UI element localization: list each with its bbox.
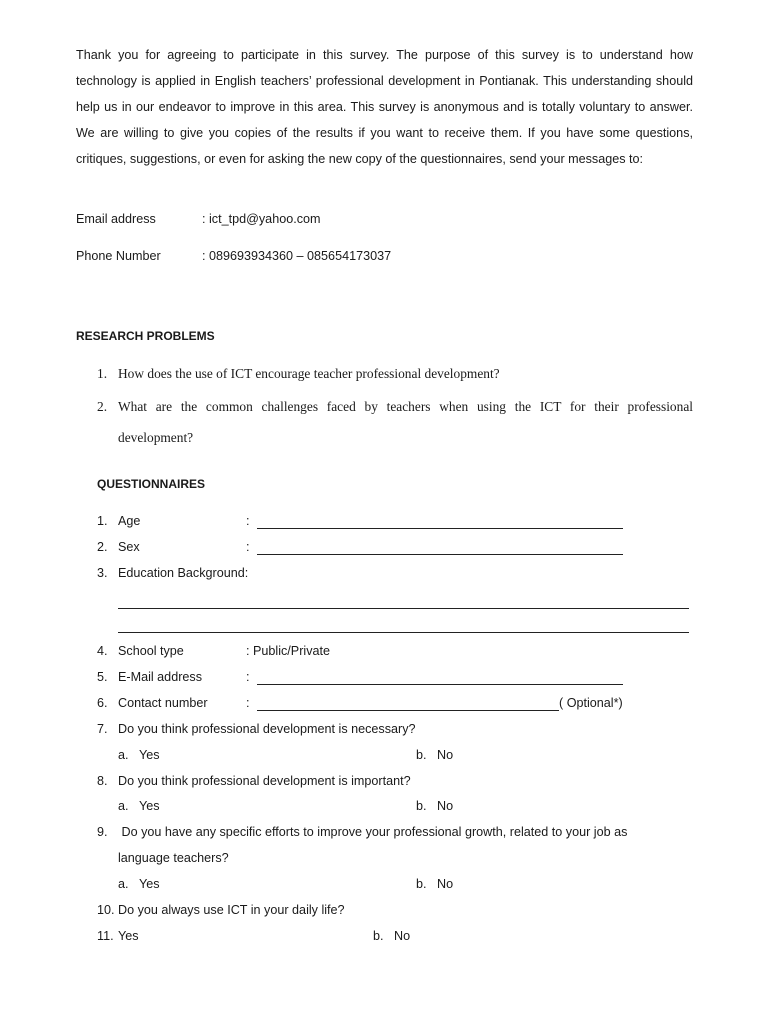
option-text: No [437,877,454,891]
email-answer-line[interactable] [257,684,623,685]
colon: : [246,514,250,528]
email-value: : ict_tpd@yahoo.com [202,212,321,226]
question-age [97,512,637,530]
research-problem-number: 1. [97,366,108,381]
option-letter: a. [118,799,129,813]
question-number: 7. [97,722,108,736]
option-letter: b. [416,877,427,891]
question-school-type [97,642,637,660]
question-label: Education Background: [118,566,249,580]
option-yes[interactable] [118,875,178,893]
question-label: Do you think professional development is necessary? [118,722,416,736]
option-letter: a. [118,877,129,891]
phone-label: Phone Number [76,249,161,263]
option-no[interactable] [416,746,476,764]
intro-paragraph: Thank you for agreeing to participate in this survey. The purpose of this survey is to understand how technology is applied in English teachers’ professional development in Pontianak. This understanding should help us in our endeavor to improve in this area. This survey is anonymous and is totally voluntary to answer. We are willing to give you copies of the results if you want to receive them. If you have some questions, critiques, suggestions, or even for asking the new copy of the questionnaires, send your messages to: [76,48,693,166]
research-problem-item [97,358,693,389]
option-yes[interactable]: Yes [118,929,139,943]
question-number: 9. [97,825,108,839]
option-no[interactable] [373,927,433,945]
option-no[interactable] [416,875,476,893]
education-answer-line[interactable] [118,632,689,633]
option-yes[interactable] [118,797,178,815]
education-answer-line[interactable] [118,608,689,609]
question-number: 6. [97,696,108,710]
option-letter: a. [118,748,129,762]
question-number: 5. [97,670,108,684]
question-label: Do you always use ICT in your daily life? [118,903,345,917]
question-number: 10. [97,903,115,917]
question-specific-efforts-continued [97,849,397,867]
question-contact-number [97,694,637,712]
question-label: Do you think professional development is important? [118,774,411,788]
age-answer-line[interactable] [257,528,623,529]
question-specific-efforts [97,823,677,841]
research-problems-heading: RESEARCH PROBLEMS [76,329,215,343]
research-problem-text: What are the common challenges faced by teachers when using the ICT for their professional development? [118,399,693,445]
option-text: No [437,799,454,813]
school-type-value: : Public/Private [246,644,330,658]
option-letter: b. [416,799,427,813]
question-label: E-Mail address [118,670,202,684]
option-text: No [394,929,411,943]
question-pd-important [97,772,657,790]
option-yes[interactable] [118,746,178,764]
question-number: 3. [97,566,108,580]
contact-number-answer-line[interactable] [257,710,559,711]
question-email [97,668,637,686]
question-11 [97,927,437,945]
colon: : [246,540,250,554]
question-label-continued: language teachers? [118,851,229,865]
question-education [97,564,697,582]
option-no[interactable] [416,797,476,815]
question-label: Contact number [118,696,208,710]
colon: : [246,670,250,684]
question-number: 8. [97,774,108,788]
research-problem-number: 2. [97,399,108,414]
question-label: Age [118,514,141,528]
questionnaires-heading: QUESTIONNAIRES [97,477,206,491]
option-text: Yes [139,799,160,813]
question-number: 4. [97,644,108,658]
question-number: 11. [97,929,114,943]
phone-value: : 089693934360 – 085654173037 [202,249,392,263]
option-text: Yes [139,748,160,762]
colon: : [246,696,250,710]
question-sex [97,538,637,556]
email-label: Email address [76,212,156,226]
sex-answer-line[interactable] [257,554,623,555]
question-pd-necessary [97,720,657,738]
research-problem-item [97,391,693,453]
question-use-ict-daily [97,901,497,919]
option-letter: b. [416,748,427,762]
optional-note: ( Optional*) [559,696,623,710]
question-label: Do you have any specific efforts to improve your professional growth, related to your job as [118,825,628,839]
option-text: Yes [139,877,160,891]
option-letter: b. [373,929,384,943]
question-number: 1. [97,514,108,528]
question-number: 2. [97,540,108,554]
research-problem-text: How does the use of ICT encourage teacher professional development? [118,366,500,381]
option-text: No [437,748,454,762]
question-label: Sex [118,540,140,554]
question-label: School type [118,644,184,658]
